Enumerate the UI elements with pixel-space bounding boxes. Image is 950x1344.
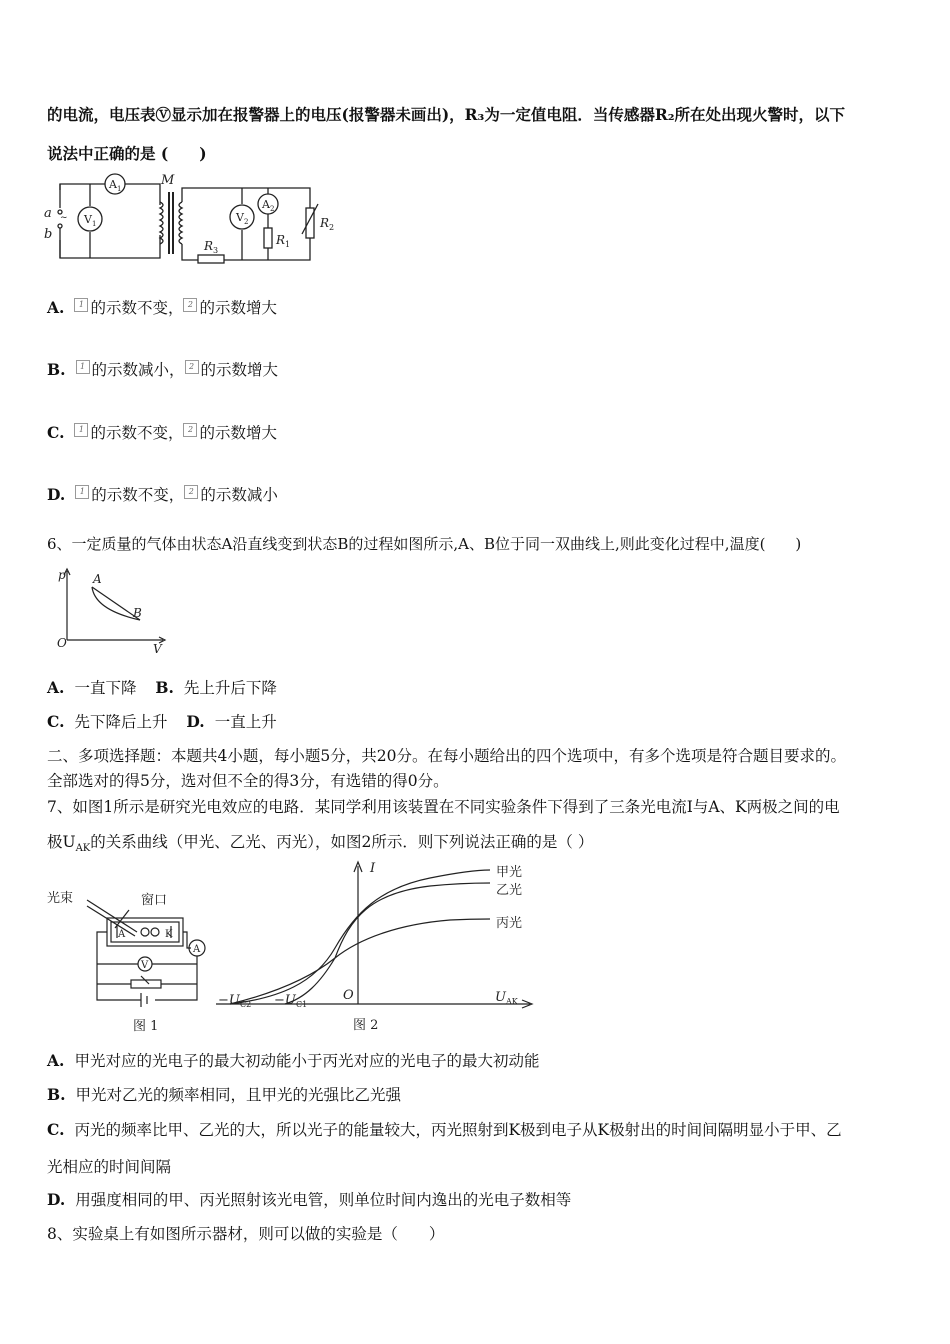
- q6-options-line1: A. 一直下降 B. 先上升后下降: [47, 678, 277, 697]
- missing-symbol-icon: 2: [184, 485, 198, 499]
- curve-jia: [230, 870, 490, 1004]
- origin-label: O: [343, 988, 354, 1003]
- electrode-A-label: A: [118, 929, 126, 940]
- ammeter-letter: A: [193, 944, 201, 955]
- q7-stem-line2: 极$U_{AK}$的关系曲线（甲光、乙光、丙光），如图2所示．则下列说法正确的是（ ）: [47, 833, 594, 855]
- resistor-R1-letter: R: [276, 233, 286, 247]
- series-bing-label: 丙光: [496, 916, 523, 931]
- axis-uak-label: U: [495, 990, 506, 1005]
- missing-symbol-icon: 2: [185, 360, 199, 374]
- label-a: a: [44, 206, 52, 221]
- ammeter-A1-letter: A: [109, 178, 117, 191]
- q7-option-b: B. 甲光对乙光的频率相同，且甲光的光强比乙光强: [47, 1085, 402, 1104]
- voltmeter-V2-letter: V: [236, 211, 244, 224]
- voltmeter-V1-letter: V: [84, 213, 92, 226]
- uc2-label: −U: [218, 993, 240, 1008]
- series-yi-label: 乙光: [496, 883, 523, 898]
- q5-option-b: B. 1 的示数减小， 2 的示数增大: [47, 360, 279, 379]
- missing-symbol-icon: 2: [183, 423, 197, 437]
- q7-option-a: A. 甲光对应的光电子的最大初动能小于丙光对应的光电子的最大初动能: [47, 1051, 540, 1070]
- origin-label: O: [57, 636, 67, 650]
- section2-line2: 全部选对的得5分，选对但不全的得3分，有选错的得0分。: [47, 772, 449, 790]
- missing-symbol-icon: 1: [76, 360, 90, 374]
- missing-symbol-icon: 1: [75, 485, 89, 499]
- axis-V-label: V: [153, 642, 162, 656]
- beam-label: 光束: [47, 891, 74, 906]
- axis-p-label: p: [58, 568, 66, 582]
- q5-option-c: C. 1 的示数不变， 2 的示数增大: [47, 423, 277, 442]
- q5-circuit-diagram: [40, 170, 350, 270]
- missing-symbol-icon: 1: [74, 423, 88, 437]
- ammeter-A2-sub: 2: [270, 205, 275, 213]
- q6-pv-graph: [55, 565, 175, 655]
- point-A-label: A: [93, 572, 102, 586]
- uc1-label: −U: [274, 993, 296, 1008]
- uc2-sub: C2: [240, 1000, 252, 1009]
- label-b: b: [44, 227, 53, 242]
- q7-option-d: D. 用强度相同的甲、丙光照射该光电管，则单位时间内逸出的光电子数相等: [47, 1190, 572, 1209]
- resistor-R2-letter: R: [320, 216, 330, 230]
- q7-option-c: C. 丙光的频率比甲、乙光的大，所以光子的能量较大，丙光照射到K极到电子从K极射出的时间间隔明显小于甲、乙: [47, 1120, 842, 1139]
- missing-symbol-icon: 2: [183, 298, 197, 312]
- label-M: M: [161, 173, 175, 188]
- resistor-R3-letter: R: [204, 239, 214, 253]
- svg-text:~: ~: [60, 213, 68, 223]
- q5-stem-line2: 说法中正确的是 ( ): [47, 144, 207, 163]
- resistor-R2-sub: 2: [329, 223, 335, 232]
- curve-yi: [285, 883, 490, 1004]
- q5-option-d: D. 1 的示数不变， 2 的示数减小: [47, 485, 278, 504]
- section2-line1: 二、多项选择题：本题共4小题，每小题5分，共20分。在每小题给出的四个选项中，有多个选项是符合题目要求的。: [47, 747, 846, 765]
- voltmeter-V1-sub: 1: [92, 220, 97, 228]
- axis-uak-sub: AK: [506, 997, 518, 1006]
- ammeter-A1-sub: 1: [117, 185, 122, 193]
- resistor-R1-sub: 1: [285, 240, 291, 249]
- series-jia-label: 甲光: [496, 865, 523, 880]
- q7-figure2-iv-graph: [210, 858, 550, 1036]
- q7-figure1-circuit: [45, 880, 220, 1035]
- voltmeter-letter: V: [141, 960, 149, 971]
- q7-option-c-cont: 光相应的时间间隔: [47, 1158, 172, 1176]
- q6-stem: 6、一定质量的气体由状态A沿直线变到状态B的过程如图所示,A、B位于同一双曲线上,则此变化过程中,温度( ): [47, 535, 802, 553]
- q5-stem-line1: 的电流，电压表Ⓥ显示加在报警器上的电压(报警器未画出)，R₃为一定值电阻．当传感器R₂所在处出现火警时，以下: [47, 105, 846, 124]
- figure2-caption: 图 2: [353, 1018, 379, 1033]
- q5-option-a: A. 1 的示数不变， 2 的示数增大: [47, 298, 277, 317]
- q7-stem-line1: 7、如图1所示是研究光电效应的电路．某同学利用该装置在不同实验条件下得到了三条光电流I与A、K两极之间的电: [47, 798, 840, 816]
- electrode-K-label: K: [165, 929, 173, 940]
- window-label: 窗口: [141, 893, 168, 908]
- ammeter-A2-letter: A: [262, 198, 270, 211]
- curve-bing: [230, 919, 490, 1004]
- uc1-sub: C1: [296, 1000, 308, 1009]
- voltmeter-V2-sub: 2: [244, 218, 249, 226]
- missing-symbol-icon: 1: [74, 298, 88, 312]
- q8-stem: 8、实验桌上有如图所示器材，则可以做的实验是（ ）: [47, 1225, 445, 1243]
- q6-options-line2: C. 先下降后上升 D. 一直上升: [47, 712, 277, 731]
- resistor-R3-sub: 3: [213, 246, 219, 255]
- point-B-label: B: [133, 606, 142, 620]
- figure1-caption: 图 1: [133, 1019, 159, 1034]
- axis-I-label: I: [370, 861, 376, 876]
